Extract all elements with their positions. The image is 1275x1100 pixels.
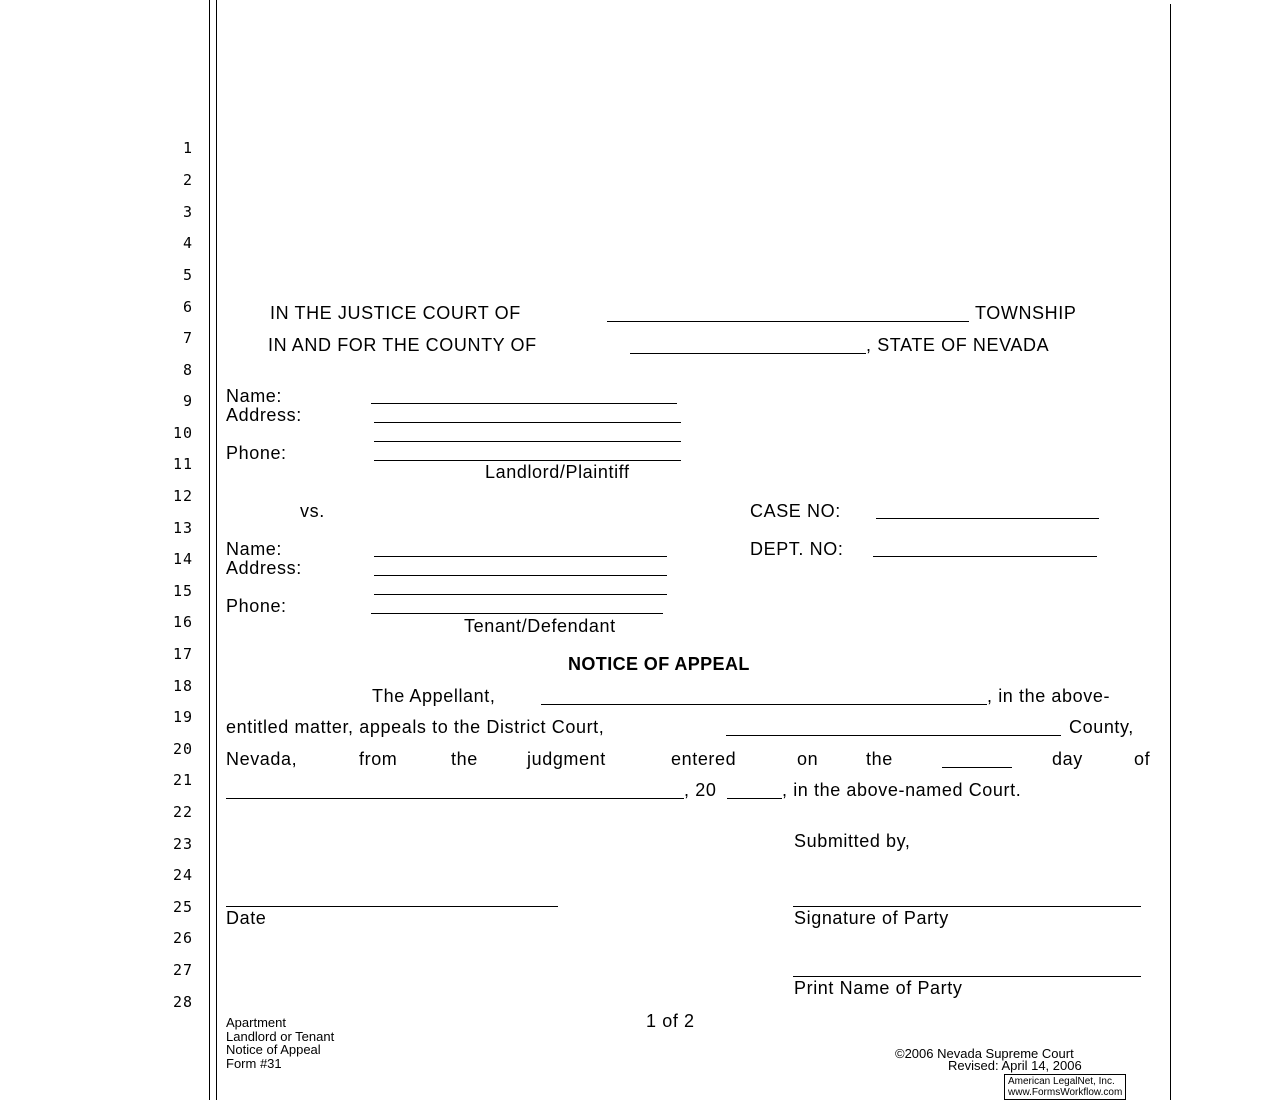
defendant-address-field-2[interactable] — [374, 594, 667, 595]
line-number: 11 — [172, 455, 193, 473]
judgment-year-field[interactable] — [727, 798, 782, 799]
dept-no-label: DEPT. NO: — [750, 539, 844, 559]
document-title: NOTICE OF APPEAL — [568, 654, 750, 674]
plaintiff-name-label: Name: — [226, 386, 283, 406]
plaintiff-address-field-2[interactable] — [374, 441, 681, 442]
body-line3-of: of — [1134, 749, 1151, 769]
line-number: 14 — [172, 550, 193, 568]
body-line3-word: the — [451, 749, 478, 769]
body-line2-start: entitled matter, appeals to the District Court, — [226, 717, 605, 737]
dept-no-field[interactable] — [873, 556, 1097, 557]
line-number: 23 — [172, 835, 193, 853]
stamp-line-publisher: American LegalNet, Inc. — [1008, 1076, 1115, 1087]
line-number: 17 — [172, 645, 193, 663]
county-line-suffix: , STATE OF NEVADA — [866, 335, 1050, 355]
line-number: 3 — [182, 203, 193, 221]
line-number: 16 — [172, 613, 193, 631]
submitted-by-label: Submitted by, — [794, 831, 911, 851]
right-margin-rule — [1170, 4, 1171, 1100]
defendant-address-field-1[interactable] — [374, 575, 667, 576]
footer-form-line: Landlord or Tenant — [226, 1028, 335, 1044]
line-number: 7 — [182, 329, 193, 347]
court-line-prefix: IN THE JUSTICE COURT OF — [270, 303, 521, 323]
line-number: 4 — [182, 234, 193, 252]
defendant-phone-label: Phone: — [226, 596, 287, 616]
body-line3-day: day — [1052, 749, 1083, 769]
plaintiff-name-field[interactable] — [371, 403, 677, 404]
body-line4-end: , in the above-named Court. — [782, 780, 1022, 800]
line-number: 12 — [172, 487, 193, 505]
plaintiff-phone-field[interactable] — [374, 460, 681, 461]
court-line-suffix: TOWNSHIP — [975, 303, 1077, 323]
line-number: 5 — [182, 266, 193, 284]
defendant-address-label: Address: — [226, 558, 302, 578]
plaintiff-phone-label: Phone: — [226, 443, 287, 463]
case-no-field[interactable] — [876, 518, 1099, 519]
line-number: 22 — [172, 803, 193, 821]
signature-field[interactable] — [793, 906, 1141, 907]
line-number: 28 — [172, 993, 193, 1011]
body-line3-word: on — [797, 749, 819, 769]
signature-label: Signature of Party — [794, 908, 949, 928]
date-field[interactable] — [226, 906, 558, 907]
line-number: 24 — [172, 866, 193, 884]
line-number: 27 — [172, 961, 193, 979]
footer-form-line: Notice of Appeal — [226, 1042, 321, 1057]
body-line3-word: judgment — [527, 749, 606, 769]
body-line3-word: the — [866, 749, 893, 769]
district-county-field[interactable] — [726, 735, 1061, 736]
line-number: 1 — [182, 139, 193, 157]
body-line3-word: Nevada, — [226, 749, 298, 769]
judgment-day-field[interactable] — [942, 767, 1012, 768]
case-no-label: CASE NO: — [750, 501, 841, 521]
footer-copyright: ©2006 Nevada Supreme Court — [895, 1046, 1074, 1061]
body-line1-start: The Appellant, — [372, 686, 496, 706]
stamp-line-website: www.FormsWorkflow.com — [1008, 1087, 1123, 1098]
line-number: 6 — [182, 298, 193, 316]
publisher-stamp — [1004, 1074, 1126, 1100]
line-number: 8 — [182, 361, 193, 379]
page-number: 1 of 2 — [646, 1011, 695, 1031]
defendant-role: Tenant/Defendant — [464, 616, 616, 636]
defendant-name-field[interactable] — [374, 556, 667, 557]
body-line1-end: , in the above- — [987, 686, 1111, 706]
county-field[interactable] — [630, 353, 866, 354]
appellant-name-field[interactable] — [541, 704, 987, 705]
line-number: 26 — [172, 929, 193, 947]
footer-form-line: Apartment — [226, 1015, 286, 1030]
left-margin-rule-inner — [216, 0, 217, 1100]
footer-form-line: Form #31 — [226, 1055, 282, 1071]
body-line3-word: entered — [671, 749, 737, 769]
judgment-month-field[interactable] — [226, 798, 684, 799]
print-name-label: Print Name of Party — [794, 978, 963, 998]
line-number: 18 — [172, 677, 193, 695]
body-line3-word: from — [359, 749, 398, 769]
line-number: 25 — [172, 898, 193, 916]
line-number: 13 — [172, 519, 193, 537]
body-line4-year-prefix: , 20 — [684, 780, 717, 800]
plaintiff-role: Landlord/Plaintiff — [485, 462, 630, 482]
line-number: 15 — [172, 582, 193, 600]
line-number: 10 — [172, 424, 193, 442]
line-number: 21 — [172, 771, 193, 789]
defendant-name-label: Name: — [226, 539, 283, 559]
county-line-prefix: IN AND FOR THE COUNTY OF — [268, 335, 537, 355]
line-number: 2 — [182, 171, 193, 189]
line-number: 20 — [172, 740, 193, 758]
line-number: 9 — [182, 392, 193, 410]
body-line2-end: County, — [1069, 717, 1134, 737]
line-number: 19 — [172, 708, 193, 726]
township-field[interactable] — [607, 321, 969, 322]
plaintiff-address-label: Address: — [226, 405, 302, 425]
print-name-field[interactable] — [793, 976, 1141, 977]
left-margin-rule-outer — [209, 0, 210, 1100]
plaintiff-address-field-1[interactable] — [374, 422, 681, 423]
footer-revised: Revised: April 14, 2006 — [948, 1058, 1082, 1073]
versus-label: vs. — [300, 501, 325, 521]
footer-form-info — [226, 1016, 334, 1070]
defendant-phone-field[interactable] — [371, 613, 663, 614]
date-label: Date — [226, 908, 267, 928]
